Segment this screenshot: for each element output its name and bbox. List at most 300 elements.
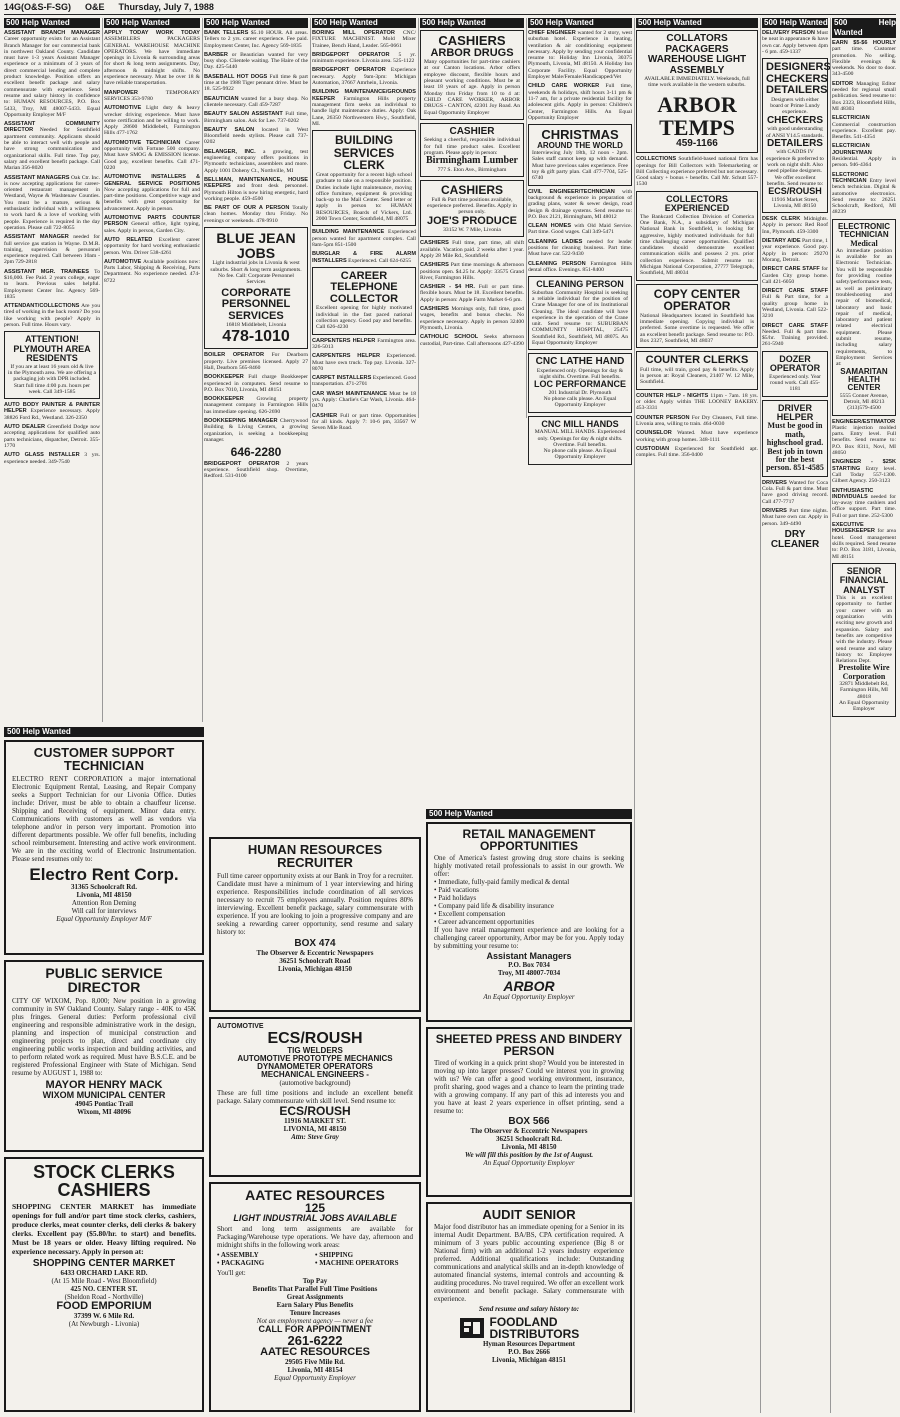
classified-ad (4, 175, 100, 232)
ad-title: COUNSELOR (636, 430, 672, 437)
ad-title: ELECTRONIC TECHNICIAN (838, 221, 890, 240)
ad-address: 33152 W. 7 Mile, Livonia (443, 227, 501, 234)
ad-body: Part time, 1 year experience. Good pay. Apply in person: 29270 Morang, Detroit. (762, 238, 828, 263)
foodland-logo-text: FOODLAND DISTRIBUTORS (489, 1315, 580, 1341)
ad-company: AATEC RESOURCES (260, 1346, 370, 1358)
ad-address: 777 S. Eton Ave., Birmingham (437, 166, 507, 173)
ad-title: CUSTOMER SUPPORT TECHNICIAN (33, 745, 175, 773)
ad-title: AUTOMOTIVE (104, 105, 142, 112)
column-header: 500 Help Wanted (528, 18, 632, 28)
ad-title: CARPENTERS HELPER (312, 353, 381, 360)
ad-designers (762, 58, 831, 213)
ad-label: You'll get: (217, 1269, 246, 1277)
ad-title: DOZER OPERATOR (769, 353, 821, 374)
ad-building-services (312, 130, 416, 226)
ad-benefit: • Excellent compensation (434, 910, 506, 918)
ad-body: Must be good in math, highschool grad. Best job in town for the best person. 851-4585 (766, 421, 824, 473)
ad-title: COLLATORS PACKAGERS WAREHOUSE LIGHT ASSEMBLY (647, 33, 747, 76)
ad-body: To $16,000. Fee Paid. 2 years college, eager to learn. Previous sales helpful. Employment Center Inc. Agency 569-1835 (4, 268, 100, 300)
classified-ad (832, 522, 896, 560)
classified-ad (636, 393, 758, 412)
ad-title: DIRECT CARE STAFF (762, 288, 828, 295)
ad-body: Excellent opening for highly motivated individual in the fast paced national collection agency. Good pay and benefits. Call 626-4230 (316, 305, 412, 331)
ad-body: Experienced person wanted for apartment complex. Call 8am-5pm 851-1500 (312, 229, 416, 248)
classified-ad (528, 239, 632, 258)
classified-ad (104, 105, 200, 136)
ad-body: Tired of working in a quick print shop? Would you be interested in moving up into larger presses? Could we interest you in growing with us? We can offer a good working environment, insurance, profit sharing, good wages and a chance to learn the printing trade with a growing company. If any part of this ad interests you and you have at least 2 years experience in offset printing, send a resume to: (434, 1059, 624, 1115)
classified-ad (832, 488, 896, 519)
ad-title: APPLY TODAY WORK TODAY (104, 30, 200, 36)
classified-ad (104, 215, 200, 234)
ad-body: One of America's fastest growing drug store chains is seeking highly motivated retail professionals to assist in our growth. We offer: (434, 854, 624, 878)
ad-address: 31365 Schoolcraft Rd. (71, 883, 137, 891)
classified-ad (420, 262, 524, 281)
ad-title: DRIVERS (762, 507, 787, 514)
ad-title: CIVIL ENGINEER/TECHNICIAN (528, 188, 615, 195)
ad-body: with Old Maid Service. Part time. Good wages. Call 349-5471 (528, 223, 633, 236)
ad-title: DRIVER HELPER (776, 402, 814, 422)
ad-body: wanted for a busy shop. No clientele necessary. Call 459-7287 (204, 95, 308, 108)
section-banner: 500 Help Wanted (4, 727, 204, 737)
ad-title: MANPOWER (104, 89, 138, 96)
ad-subtitle: LIGHT INDUSTRIAL JOBS AVAILABLE (233, 1213, 397, 1223)
ad-body: Great opportunity for a recent high school graduate to take on a responsible position. Duties include light maintenance, moving office furniture, equipment & providing back-up to the Mail Center. Send letter or apply in person to: HUMAN RESOURCES, Boards of Vickers, Ltd. 2000 Town Center, Southfield, MI 48075 (316, 171, 412, 223)
ad-title: ELECTRICIAN JOURNEYMAN (832, 143, 872, 156)
ad-body: Farmington area. 326-5013 (312, 337, 416, 350)
ad-benefit: • Company paid life & disability insurance (434, 902, 554, 910)
column-6 (528, 18, 633, 461)
ad-area: • MACHINE OPERATORS (315, 1259, 399, 1267)
ad-body: needed for full service gas station in Wayne. D.M.R. training, supervision & personnel experience required. Call between 10am - 2pm 729-2818 (4, 234, 100, 266)
ad-body: This is an excellent opportunity to further your career with an organization with exciting new growth and expansion. Salary and benefits are competitive with the industry. Please send resume and salary history to: Employee Relations Dept. (836, 595, 892, 665)
classified-ad (204, 374, 308, 393)
ad-company: SAMARITAN HEALTH CENTER (840, 366, 888, 393)
folio-paper: O&E (85, 2, 105, 12)
ad-body: a growing, test engineering company offers positions in Plymouth: technicians, assemblers and more. Apply 1001 Doheny Ct., Northville, MI (204, 148, 308, 174)
column-divider (102, 18, 103, 722)
classified-ad (832, 459, 896, 484)
ad-title: CHRISTMAS (541, 127, 619, 143)
ad-title: CASHIER (449, 125, 495, 137)
ad-title: AUTOMOTIVE (104, 258, 142, 265)
ad-hr-recruiter (209, 837, 421, 1012)
ad-title: BOOKKEEPER (204, 374, 244, 381)
ad-body: An immediate position is available for an Electronic Technician. You will be responsible for providing routine safety/performance tests, as well as preliminary troubleshooting and repair of biomedical, laboratory and basic repair of medical, laboratory and patient related electrical equipment. Please submit resume, including salary requirements, to Employment Services at: (836, 247, 892, 368)
ad-title: PUBLIC SERVICE DIRECTOR (45, 965, 163, 995)
ad-phone: (313)579-4500 (847, 405, 881, 412)
ad-title: AUTOMOTIVE PARTS COUNTER PERSON (104, 215, 200, 228)
classified-ad (832, 40, 896, 78)
ad-address: 29505 Five Mile Rd. (285, 1358, 345, 1366)
ad-body: and front desk personnel. Plymouth Hilton is now hiring energetic, hard working people. 459-4500 (204, 183, 308, 202)
ad-box: BOX 566 (508, 1116, 550, 1127)
ad-audit-senior (426, 1202, 632, 1412)
ad-body: part time. Customer promotion. No selling. Flexible evenings & weekends. No door to door. 343-4500 (832, 46, 896, 78)
classified-ad (4, 424, 100, 449)
ad-city: Livonia, MI 48150 (501, 1143, 557, 1151)
ad-title: BURGLAR & FIRE ALARM INSTALLERS (312, 251, 416, 264)
ad-title: COPY CENTER OPERATOR (653, 286, 741, 314)
classified-ad (312, 338, 416, 351)
ad-body: Experienced. Must have own truck. Top pay. Livonia. 327-8070 (312, 353, 416, 372)
ad-body: For Dry Cleaners, Full time. Livonia area, willing to train. 464-0030 (636, 414, 758, 427)
ad-company: Electro Rent Corp. (29, 865, 179, 884)
ad-body: 11pm - 7am. 18 yrs. or older. Apply within THE LOONEY BAKERY. 453-3331 (636, 392, 758, 412)
ad-title: HUMAN RESOURCES RECRUITER (247, 842, 383, 870)
ad-body: with background & experience in preparation of grading plans, water & sewer design, road design & drainage systems. Send resume to: P.O. Box 2121, Birmingham, MI 48012 (528, 188, 632, 220)
classified-ad (204, 30, 308, 49)
ad-title: BEAUTY SALON ASSISTANT (204, 111, 283, 118)
classified-page (4, 2, 896, 1414)
ad-body: Full or part time. flexible hours. Must be 18. Excellent benefits. Apply in person: Apple Farm Market 6-6 pm. (420, 284, 524, 303)
ad-title: CHIEF ENGINEER (528, 30, 576, 36)
ad-list (4, 30, 100, 328)
column-8 (762, 18, 831, 1413)
ad-city: Livonia, Michigan 48151 (491, 1356, 567, 1364)
ad-title: BRIDGEPORT OPERATOR (204, 460, 280, 467)
column-divider (310, 18, 311, 418)
column-header: 500 Help Wanted (834, 18, 896, 37)
classified-ad (104, 140, 200, 171)
ad-body: ASSEMBLERS PACKAGERS GENERAL WAREHOUSE MACHINE OPERATORS. We have immediate openings in Livonia & surrounding areas for short & long term assignments. Day, afternoon & midnight shifts. No experience necessary. Must be over 18 & have reliable transportation. (104, 36, 200, 87)
classified-ad (528, 189, 632, 220)
ad-title: DIRECT CARE STAFF (762, 266, 820, 273)
ad-body: located in West Bloomfield needs stylists. Please call 737-0202 (204, 126, 308, 146)
classified-ad (312, 251, 416, 264)
ad-store: SHOPPING CENTER MARKET (32, 1258, 176, 1269)
ad-company: JOE'S PRODUCE (426, 214, 518, 227)
ad-subtitle: Medical (850, 238, 878, 248)
ad-title: DESK CLERK (762, 216, 801, 223)
ad-address: 201 Industrial Dr. Plymouth (548, 389, 612, 396)
ad-title: BUILDING MAINTENANCE/GROUNDS KEEPER (312, 89, 416, 102)
ad-subtitle: ARBOR DRUGS (430, 46, 514, 59)
ad-body: Suburban Community Hospital is seeking a reliable individual for the position of Crane Manager for one of its Institutional Cleaning. The ideal candidate will have experience in the operation of the Crane unit. Send resume to: SUBURBAN COMMUNITY HOSPITAL, 25475 Southfield Rd., Southfield, MI 48075. An Equal Opportunity Employer (532, 289, 628, 347)
ad-company: ECS/ROUSH (768, 186, 822, 197)
ad-address: 36251 Schoolcraft Road (279, 957, 351, 965)
ad-city: Livonia, MI 48154 (287, 1366, 343, 1374)
ad-title: ASSISTANT MGR. TRAINEES (4, 268, 89, 275)
ad-company: CORPORATE PERSONNEL SERVICES (221, 286, 291, 322)
ad-collectors (636, 191, 758, 281)
ad-org: WIXOM MUNICIPAL CENTER (42, 1090, 166, 1100)
ad-list (4, 402, 100, 465)
ad-title: BE PART OF OUR A PERSON (204, 205, 290, 212)
classified-ad (832, 172, 896, 216)
ad-title: CHILD CARE WORKER (528, 83, 600, 90)
ad-body: Experienced for Southfield apt. complex. Full time. 356-0400 (636, 445, 758, 459)
ad-benefits (434, 878, 624, 926)
ad-title: CASHIERS (438, 33, 506, 48)
ad-title: ELECTRICIAN (832, 115, 870, 122)
ad-title: CASHIERS (420, 240, 449, 247)
ad-body: Excellent career opportunity for hard working enthusiastic person. Wm. Driver 538-4261 (104, 236, 200, 256)
classified-ad (636, 430, 758, 443)
column-header: 500 Help Wanted (636, 18, 758, 28)
ad-title: BOOKKEEPING MANAGER (204, 417, 278, 424)
ad-blue-jean (204, 227, 308, 349)
classified-ad (204, 205, 308, 224)
ad-body: with good understanding of ANSI Y14.5 standards. (766, 126, 824, 139)
ad-title: AATEC RESOURCES (245, 1187, 385, 1203)
classified-ad (204, 52, 308, 71)
classified-ad (420, 284, 524, 303)
ad-body: Mornings only, full time, good wages, benefits and bonus checks. No experience necessary. Apply in person 32400 Plymouth, Livonia. (420, 306, 525, 331)
ad-title: BUILDING MAINTENANCE (312, 229, 385, 236)
ad-body: These are full time positions and include an excellent benefit package. Salary commensurate with skill level. Send resume to: (217, 1089, 413, 1105)
ad-city: Wixom, MI 48096 (77, 1108, 131, 1116)
ad-attn: Attention Ron Deming (71, 899, 137, 907)
classified-ad (312, 229, 416, 248)
classified-ad (312, 30, 416, 49)
ad-title: CASHIER - $4 HR. (420, 284, 475, 291)
ad-title: DIRECT CARE STAFF (762, 322, 828, 329)
ad-address: 11916 Market Street, Livonia, MI 48150 (771, 196, 819, 209)
ad-eoe: Equal Opportunity Employer M/F (56, 915, 152, 923)
ad-title: ASSISTANT BRANCH MANAGER (4, 30, 100, 36)
ad-title: ENTHUSIASTIC INDIVIDUALS (832, 487, 874, 500)
ad-department: Hyman Resources Department (482, 1340, 576, 1348)
ad-title: CAREER TELEPHONE COLLECTOR (329, 269, 399, 305)
column-header: 500 Help Wanted (4, 18, 100, 28)
ad-benefit: Earn Salary Plus Benefits (276, 1301, 354, 1309)
classified-ad (832, 81, 896, 112)
ad-list (420, 240, 524, 346)
ad-area: • SHIPPING (315, 1251, 354, 1259)
ad-body: with CADDS IV experience & preferred to work on night shift. Also need pipeline designers. We offer excellent benefits. Send resume to: (766, 149, 824, 187)
ad-phone: 261-6222 (287, 1333, 343, 1348)
ad-ecs-roush (209, 1017, 421, 1177)
classified-ad (4, 234, 100, 265)
ad-benefit: Benefits That Parallel Full Time Positions (252, 1285, 378, 1293)
ad-note: We will fill this position by the 1st of August. (464, 1151, 594, 1159)
ad-areas (217, 1251, 413, 1267)
ad-title: BELANGER, INC. (204, 148, 256, 155)
ad-attn: Attn: Steve Gray (291, 1133, 339, 1141)
classified-ad (204, 418, 308, 443)
ad-sheeted-press (426, 1027, 632, 1197)
ad-body: Full & Part time, for a quality group home in Westland, Livonia. Call 522-3210 (762, 294, 828, 320)
classified-ad (104, 259, 200, 284)
ad-body: Wanted. Must have experience working with group homes. 348-1111 (636, 430, 758, 443)
ad-body: AVAILABLE IMMEDIATELY. Weekends, full time work available in the western suburbs. (644, 76, 750, 89)
ad-title: BEAUTICIAN (204, 95, 239, 102)
ad-body: Part time nights. Must have own car. Apply in person. 349-4490 (762, 507, 829, 527)
ad-body: If you have retail management experience and are looking for a challenging career opportunity, Arbor may be for you. Apply today by submitting your resume to: (434, 926, 624, 950)
classified-ad (312, 67, 416, 86)
ad-electronic-technician (832, 219, 896, 416)
ad-body: CNC/ FIXTURE MACHINIST. Mold Mixer Trainee, Bench Hand, Leader. 565-0661 (312, 30, 416, 49)
ad-title: BOILER OPERATOR (204, 352, 265, 359)
column-4 (312, 18, 417, 432)
ad-contact: Assistant Managers (486, 951, 572, 961)
column-divider (830, 18, 831, 1413)
classified-ad (636, 446, 758, 459)
ad-title: AUTOMOTIVE INSTALLERS & GENERAL SERVICE POSITIONS (104, 174, 200, 187)
ad-body: Plastic injection molded parts. Entry level. Full benefits. Send resume to: P.O. Box 8311, Novi, MI 48050 (832, 424, 896, 457)
ad-body: Midnights. Apply in person: Red Roof Inn, Plymouth. 459-3300 (762, 216, 828, 235)
ad-body: Career opportunity with Fortune 500 company. Must have SMOG & EMISSION license. Good pay, excellent benefits. Call 471-0220 (104, 139, 200, 171)
ad-title: ASSISTANT COMMUNITY DIRECTOR (4, 121, 100, 134)
ad-body: Seeking a cheerful, responsible individual for full time product sales. Excellent program. Please apply in person: (424, 137, 520, 156)
ad-public-service (4, 960, 204, 1152)
classified-ad (312, 413, 416, 432)
ad-body: needed for lay-away time cashiers and office support. Part time. Full or part time. 252-5300 (832, 493, 896, 519)
column-2 (104, 18, 200, 738)
classified-ad (832, 143, 896, 168)
ad-benefit: Top Pay (302, 1277, 328, 1285)
ad-body: Short and long term assignments are available for Packaging/Warehouse type operations. We have day, afternoon and midnight shifts in the following work areas: (217, 1225, 413, 1249)
ad-list (312, 338, 416, 432)
ad-body: Needed for Southfield apartment community. Applicants should be able to interact well with people and have strong communication and organizational skills. Full time. Top pay, salary and excellent benefit package. Call Marian 356-8020 (4, 127, 100, 172)
ad-note: An Equal Opportunity Employer (838, 700, 890, 713)
ad-box: BOX 474 (294, 938, 336, 949)
ad-title: AUDIT SENIOR (482, 1207, 576, 1222)
ad-phone: 459-1166 (676, 137, 718, 149)
classified-ad (528, 223, 632, 236)
ad-title: AUTO GLASS INSTALLER (4, 452, 80, 459)
ad-send: Send resume and salary history to: (478, 1305, 580, 1313)
ad-title: EXECUTIVE HOUSEKEEPER (832, 522, 875, 535)
ad-title: CASHIERS (420, 306, 449, 313)
ad-title: BORING MILL OPERATOR (312, 30, 395, 36)
ad-title: EARN $5-$6 HOURLY (832, 40, 896, 46)
ad-eoe: Equal Opportunity Employer (274, 1374, 356, 1382)
classified-ad (204, 127, 308, 146)
ad-subtitle: CHECKERS (766, 114, 824, 126)
column-header: 500 Help Wanted (764, 18, 828, 27)
ad-title: BRIDGEPORT OPERATOR (312, 67, 386, 74)
ad-body: Light industrial jobs in Livonia & west suburbs. Short & long term assignments. No fee. Call: Corporate Personnel Services (210, 260, 302, 286)
ad-title: AUTO DEALER (4, 424, 46, 431)
ad-body: Commercial construction experience. Excellent pay. Benefits. 541-4354 (832, 121, 896, 141)
ad-body: for area hotel. Good management skills required. Send resume to: P.O. Box 3181, Livonia, MI 48151 (832, 528, 896, 560)
classified-ad (4, 121, 100, 171)
column-5 (420, 18, 524, 418)
column-1 (4, 18, 100, 738)
ad-body: Greenfield Dodge now accepting applications for qualified auto parts technicians, dispatcher, Detroit. 355-1770 (4, 424, 100, 449)
ad-store: FOOD EMPORIUM (56, 1300, 152, 1312)
ad-address: 6433 ORCHARD LAKE RD. (60, 1269, 148, 1277)
classified-ad (420, 334, 524, 347)
ad-area: • PACKAGING (217, 1259, 265, 1267)
ad-body: Managing Editor needed for regional small publication. Send resume to: Box 2323, Bloomfield Hills, MI 48303 (832, 80, 897, 112)
column-7 (636, 18, 758, 1413)
ad-body: or Beautician wanted for very busy shop. Clientele waiting. The Haire of the Day. 425-5440 (204, 51, 308, 71)
column-3 (204, 18, 308, 733)
ad-body: The Bankcard Collection Division of Comerica One Bank, N.A., a subsidiary of Michigan National Bank in Southfield, is looking for aggressive, highly motivated individuals for full time challenging career opportunities. Qualified candidates should demonstrate excellent communication skills and possess 2 yrs. prior collection experience. Submit resume to: Michigan National Corporation, 27777 Telegraph, Southfield, MI 48034 (640, 213, 754, 277)
ad-title: ENGINEER - $25K STARTING (832, 459, 896, 472)
ad-title: ATTENDANT/COLLECTIONS (4, 303, 80, 310)
classified-ad (312, 89, 416, 127)
ad-body: Career opportunity exists for an Assistant Branch Manager for our commercial bank in northwest Oakland County. Candidate must have 1-3 years Assistant Manager experience or a minimum of 3 years of direct commercial lending and complete product knowledge. Position offers an excellent benefit package and salary commensurate with experience. Send resume and salary history in confidence to: HUMAN RESOURCES, P.O. Box 5433, Troy, MI 48007-5433. Equal Opportunity Employer M/F (4, 36, 100, 118)
ad-note: No phone calls please. An Equal Opportunity Employer (543, 448, 617, 461)
ad-line: TIG WELDERS (287, 1046, 343, 1055)
ad-christmas (528, 124, 632, 186)
ad-body: Growing property management company in Farmington Hills has immediate opening. 626-2690 (204, 396, 308, 415)
ad-body: For Dearborn property. Live premises licensed. Apply 27 Hall, Dearborn 565-8460 (204, 352, 308, 371)
ad-body: Seeks afternoon custodial, Part-time. Call afternoons 427-4390 (420, 334, 525, 347)
ad-title: COLLECTORS EXPERIENCED (664, 193, 730, 214)
ad-body: wanted for 2 story, west suburban hotel. Experience in heating, ventilation & air conditioning equipment necessary. Apply by sending your confidential resume to: Holiday Inn Livonia, 30375 Plymouth, Livonia, MI 48150. A Holiday Inn Corporate Facility. Equal Opportunity Employer Male/Female/Handicapped/Vet (528, 30, 633, 81)
ad-title: CARPENTERS HELPER (312, 337, 376, 344)
ad-title: ELECTRONIC TECHNICIAN (832, 171, 869, 184)
ad-company: Prestolite Wire Corporation (838, 663, 890, 681)
ad-body: Available positions now: Parts Labor, Shipping & Receiving, Parts Department. No experience needed. 474-8722 (104, 258, 200, 284)
ad-body: Full time, Birmingham salon. Ask for Lee. 737-0202 (204, 111, 308, 124)
ad-body: Full time career opportunity exists at our Bank in Troy for a recruiter. Candidate must have a minimum of 1 year interviewing and hiring experience. Responsibilities include coordination of all services necessary to recruit 75 employees annually. Position requires 80% interviewing. Excellent benefit package, salary commensurate with experience. If you are looking to join a progressive company and are seeking a rewarding career opportunity, send resume and salary history to: (217, 872, 413, 936)
ad-title: SHEETED PRESS AND BINDERY PERSON (435, 1032, 623, 1058)
ad-customer-support (4, 740, 204, 955)
column-divider (526, 18, 527, 418)
ad-line: (automotive background) (279, 1079, 351, 1087)
column-divider (202, 18, 203, 722)
ad-company: ARBOR TEMPS (657, 91, 737, 140)
classified-ad (312, 353, 416, 372)
ad-title: ASSISTANT MANAGER (4, 234, 69, 241)
ad-title: AUTO BODY PAINTER & PAINTER HELPER (4, 402, 100, 415)
ad-benefit: Tenure Increases (289, 1309, 341, 1317)
ad-title: CLEANING LADIES (528, 238, 583, 245)
classified-ad (204, 177, 308, 202)
ad-title: ASSISTANT MANAGERS (4, 174, 70, 181)
ad-title: RETAIL MANAGEMENT OPPORTUNITIES (462, 827, 596, 853)
ad-title: ATTENTION! PLYMOUTH AREA RESIDENTS (13, 334, 91, 364)
ad-list (762, 480, 828, 527)
ad-title: CLEAN HOMES (528, 223, 572, 230)
ad-driver-helper (762, 400, 828, 477)
classified-ad (762, 30, 828, 55)
classified-ad (104, 90, 200, 103)
classified-ad (312, 375, 416, 388)
ad-title: BELLMAN, MAINTENANCE, HOUSE KEEPERS (204, 176, 308, 190)
folio-rule (4, 14, 896, 15)
ad-title: CNC LATHE HAND (535, 356, 625, 368)
ad-body: Full time, part time, all shift available. Vacation paid. 2 weeks after 1 year. Apply 28 Mile Rd., Southfield (420, 240, 525, 259)
classified-ad (528, 261, 632, 274)
ad-note: No phone calls please. An Equal Opportunity Employer (543, 396, 617, 409)
ad-body: Cherrywood Building & Living Centers, a growing organization, is seeking a bookkeeping manager. (204, 417, 308, 443)
ad-box: P.O. Box 2666 (508, 1348, 550, 1356)
ad-list (312, 30, 416, 127)
ad-bridgeport (204, 461, 308, 480)
ad-body: MANUAL MILL HANDS. Experienced only. Openings for day & night shifts. Overtime. Full benefits. (534, 429, 626, 448)
foodland-logo-icon (459, 1317, 485, 1339)
ad-title: CLEANING PERSON (536, 279, 624, 290)
ad-area: • ASSEMBLY (217, 1251, 259, 1259)
ad-aatec (209, 1182, 421, 1412)
ad-body: Needed. Full & part time. $5/hr. Training provided. 261-5940 (762, 328, 828, 348)
ad-body: 5 yr. minimum experience. Livonia area. 525-1122 (312, 51, 416, 65)
ad-body: Now accepting applications for full and part-time positions. Competitive wage and benefits with great opportunity for advancement. Apply in person. (104, 186, 200, 212)
ad-title: BASEBALL HOT DOGS (204, 73, 268, 80)
column-divider (634, 18, 635, 1413)
ad-body: Many opportunities for part-time cashiers at our Canton locations. Arbor offers employee discount, flexible hours and pleasant working conditions. Must be at least 18 years of age. Apply in person Monday thru Friday from 10 to 4 at: CHILD CARE WORKER, ARBOR DRUGS - CANTON, 42301 Joy Road. An Equal Opportunity Employer (424, 59, 520, 116)
ad-label: AUTOMOTIVE (217, 1023, 264, 1030)
ad-body: Full time, weekends & holidays, shift hours 3-11 pm & 11-7 am, for a private residential facility for adolescent girls. Apply in person: Children's Center, Farmington Hills. An Equal Opportunity Employer (528, 83, 633, 121)
ad-address: 36251 Schoolcraft Rd. (496, 1135, 562, 1143)
ad-title: CATHOLIC SCHOOL (420, 334, 479, 341)
classified-ad (104, 30, 200, 87)
ad-body: Residential. Apply in person. 946-4364 (832, 156, 896, 169)
classified-ad (204, 74, 308, 93)
ad-note: Not an employment agency — never a fee (256, 1317, 374, 1325)
ad-body: Experience necessary. Apply 9am-3pm: Michigan Automation, 37667 Amrhein, Livonia. (312, 67, 416, 87)
classified-ad (4, 402, 100, 421)
ad-body: TEMPORARY SERVICES 353-9780 (104, 89, 200, 102)
ad-body: CITY OF WIXOM, Pop. 8,000; New position in a growing community in SW Oakland County. Salary range - 40K to 45K plus fringes. General duties: Perform professional civil engineering and responsible administrative work in the design, planning and inspection of municipal construction and engineering projects to plan, direct and coordinate city engineering public works inspection and building activities, and to perform related work as required. Must have B.S.C.E. and be registered Professional Engineer with State of Michigan. Send resume by AUGUST 1, 1988 to: (12, 997, 196, 1077)
ad-note: (At Newburgh - Livonia) (68, 1320, 140, 1328)
